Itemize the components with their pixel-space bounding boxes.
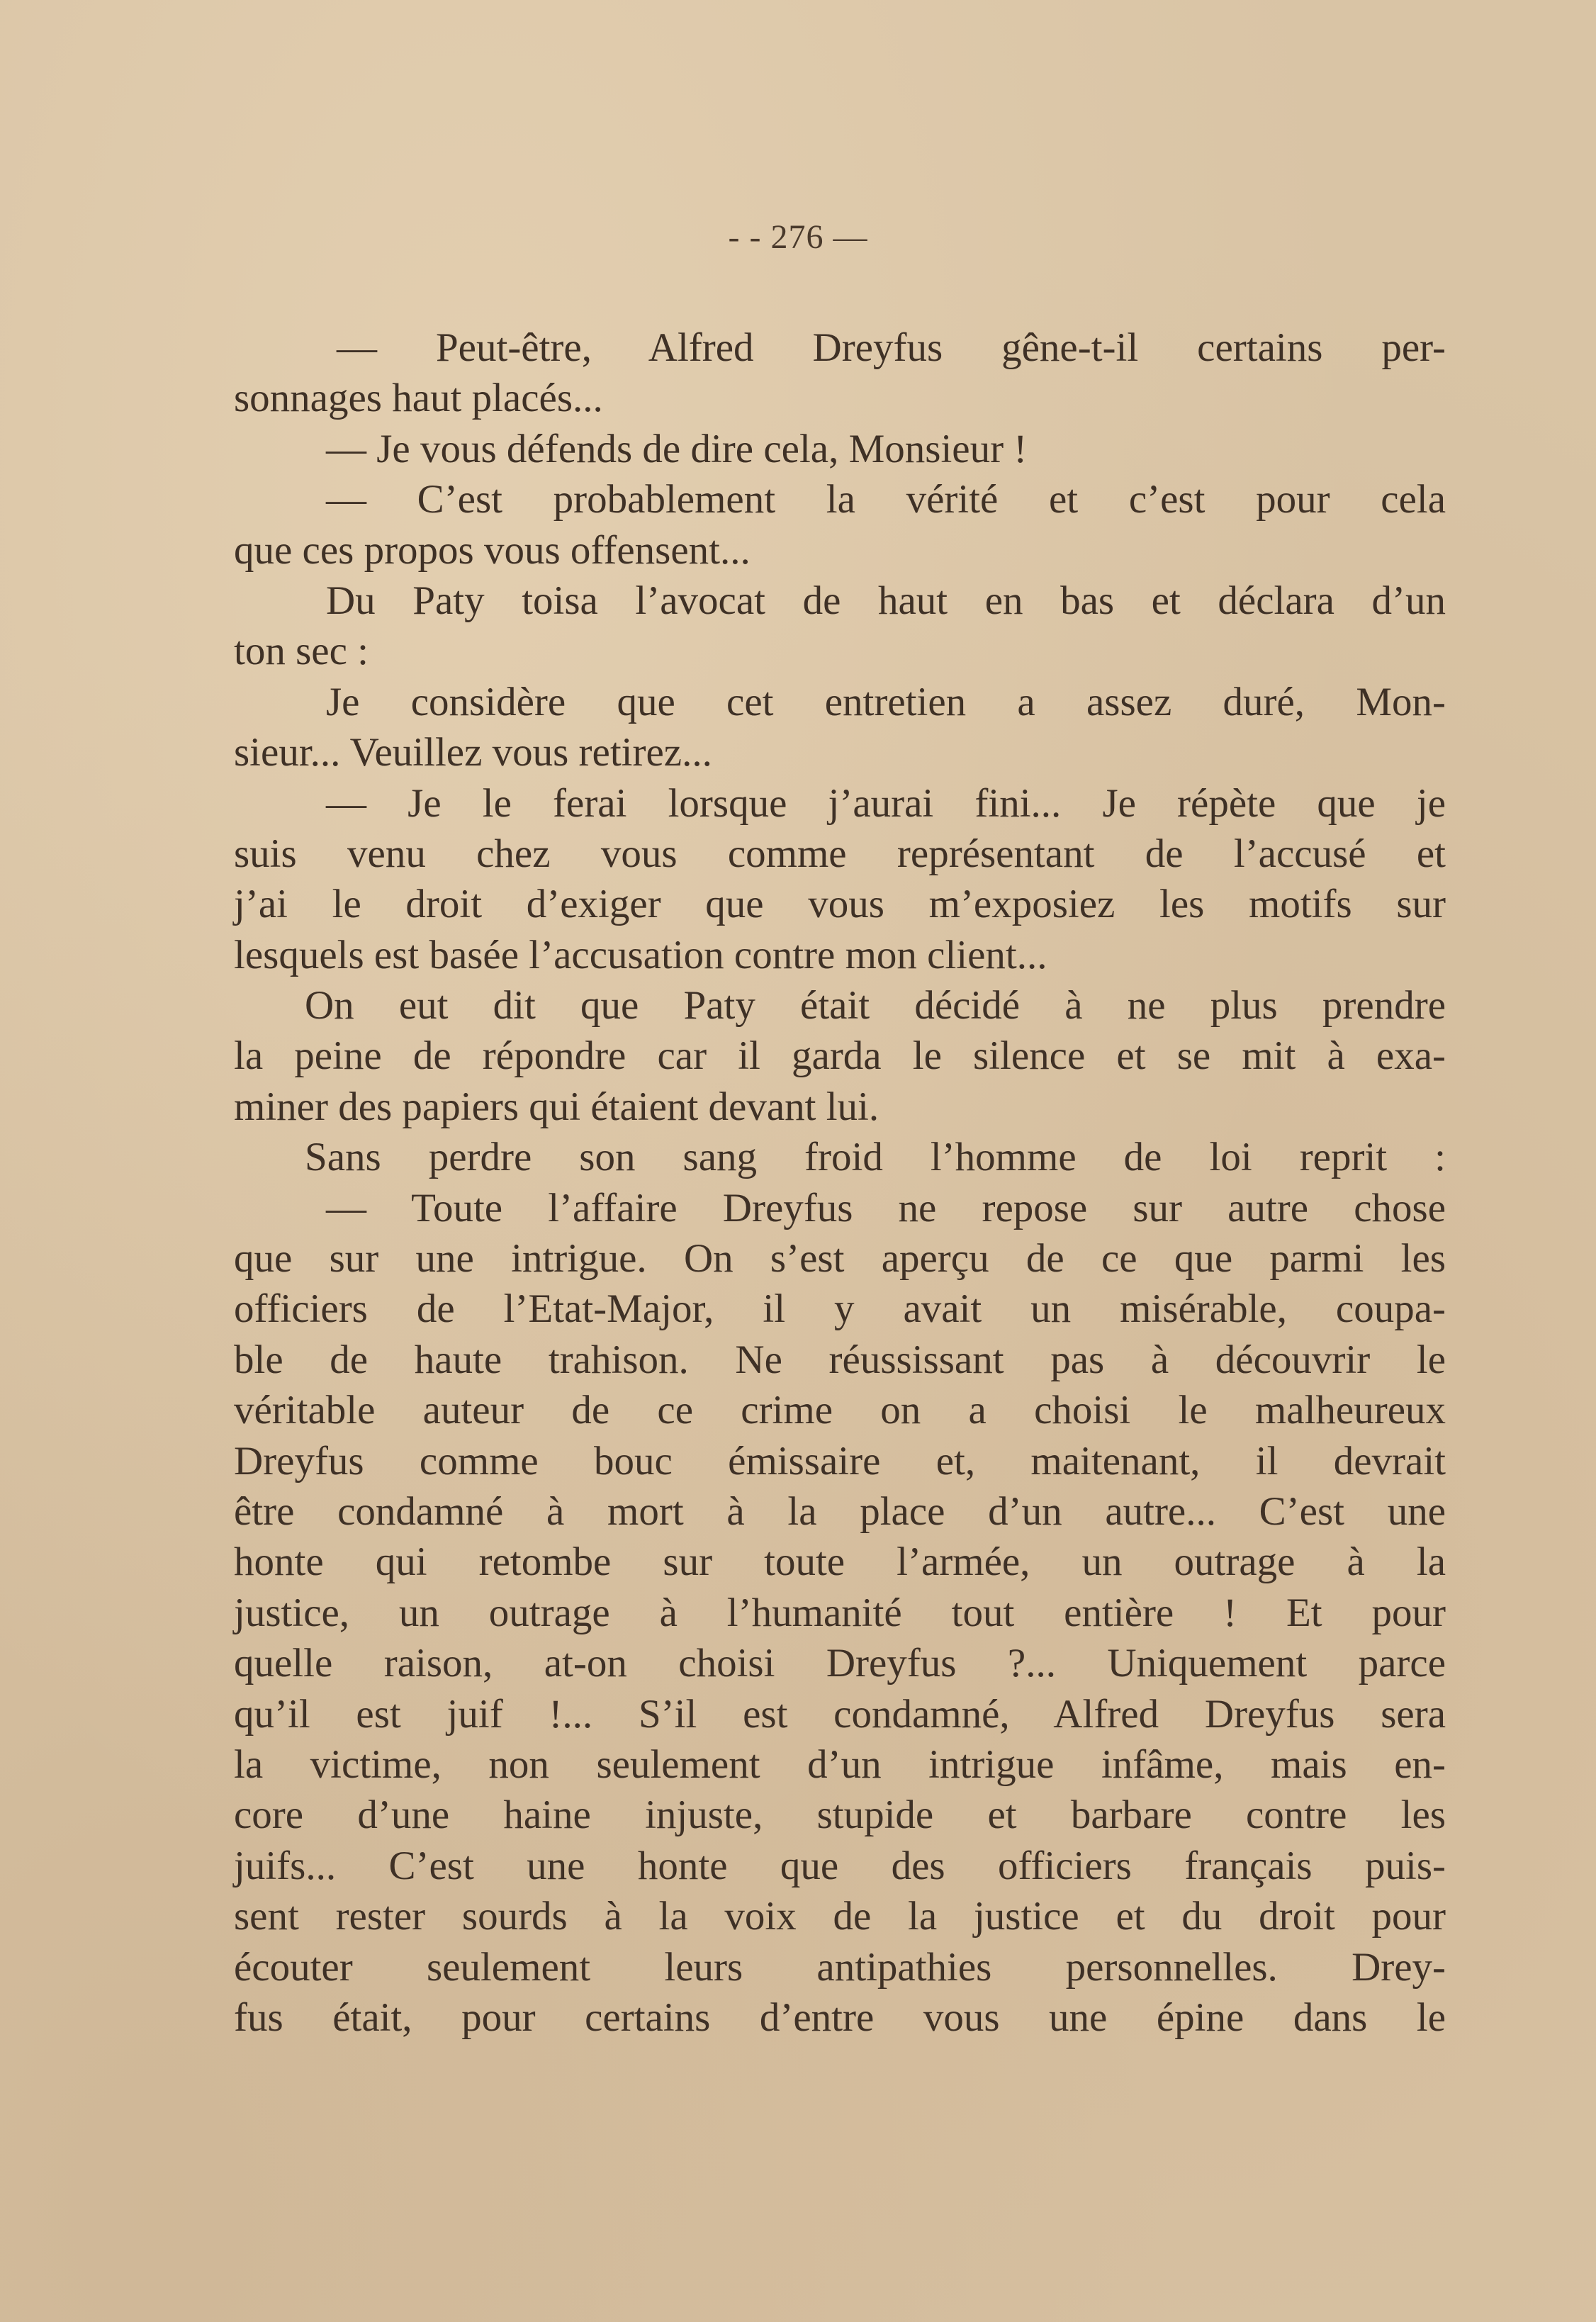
page-number: - - 276 — (728, 218, 868, 256)
text-line: Dreyfus comme bouc émissaire et, maitenant, il devrait (234, 1438, 1446, 1484)
text-line: juifs... C’est une honte que des officiers français puis- (234, 1843, 1446, 1888)
text-line: sent rester sourds à la voix de la justice et du droit pour (234, 1894, 1446, 1939)
text-line: — Je le ferai lorsque j’aurai fini... Je répète que je (326, 780, 1446, 826)
text-line: véritable auteur de ce crime on a choisi le malheureux (234, 1388, 1446, 1433)
text-line: ton sec : (234, 629, 369, 674)
text-line: lesquels est basée l’accusation contre mon client... (234, 932, 1047, 977)
text-line: être condamné à mort à la place d’un autre... C’est une (234, 1488, 1446, 1534)
text-line: — Peut-être, Alfred Dreyfus gêne-t-il certains per- (337, 325, 1446, 370)
text-line: — Je vous défends de dire cela, Monsieur ! (326, 426, 1028, 471)
text-line: On eut dit que Paty était décidé à ne plus prendre (305, 983, 1446, 1028)
text-line: la victime, non seulement d’un intrigue infâme, mais en- (234, 1742, 1446, 1787)
text-line: justice, un outrage à l’humanité tout entière ! Et pour (234, 1590, 1446, 1635)
text-line: sonnages haut placés... (234, 376, 603, 421)
text-line: qu’il est juif !... S’il est condamné, Alfred Dreyfus sera (234, 1691, 1446, 1737)
text-line: fus était, pour certains d’entre vous une épine dans le (234, 1995, 1446, 2040)
text-line: que ces propos vous offensent... (234, 527, 751, 573)
text-line: core d’une haine injuste, stupide et barbare contre les (234, 1793, 1446, 1838)
text-line: honte qui retombe sur toute l’armée, un outrage à la (234, 1539, 1446, 1585)
text-line: — Toute l’affaire Dreyfus ne repose sur autre chose (326, 1185, 1446, 1230)
text-line: j’ai le droit d’exiger que vous m’exposiez les motifs sur (234, 882, 1446, 927)
text-line: quelle raison, at-on choisi Dreyfus ?... Uniquement parce (234, 1641, 1446, 1686)
text-line: Sans perdre son sang froid l’homme de loi reprit : (305, 1135, 1446, 1180)
text-line: écouter seulement leurs antipathies personnelles. Drey- (234, 1944, 1446, 1990)
text-line: miner des papiers qui étaient devant lui. (234, 1084, 880, 1129)
text-line: suis venu chez vous comme représentant de l’accusé et (234, 831, 1446, 876)
text-line: Du Paty toisa l’avocat de haut en bas et déclara d’un (326, 578, 1446, 623)
text-line: sieur... Veuillez vous retirez... (234, 730, 712, 775)
text-line: ble de haute trahison. Ne réussissant pas à découvrir le (234, 1337, 1446, 1382)
text-line: Je considère que cet entretien a assez duré, Mon- (326, 679, 1446, 724)
text-line: officiers de l’Etat-Major, il y avait un misérable, coupa- (234, 1286, 1446, 1332)
text-line: que sur une intrigue. On s’est aperçu de ce que parmi les (234, 1236, 1446, 1281)
text-line: — C’est probablement la vérité et c’est pour cela (326, 477, 1446, 522)
body-text (234, 322, 1446, 2043)
text-line: la peine de répondre car il garda le silence et se mit à exa- (234, 1033, 1446, 1079)
